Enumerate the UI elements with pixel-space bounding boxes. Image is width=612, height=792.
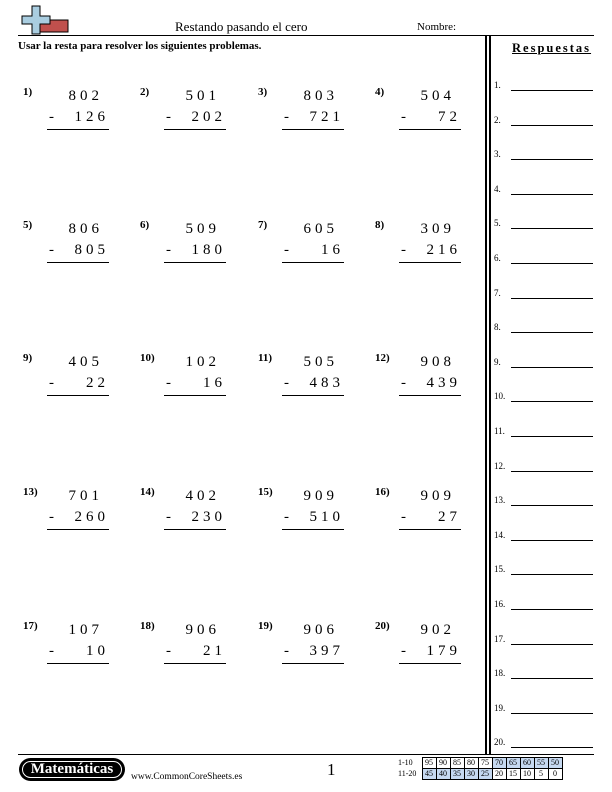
minus-sign: - — [284, 643, 293, 659]
minus-sign: - — [49, 509, 58, 525]
problem-item — [375, 86, 475, 136]
minus-sign: - — [401, 109, 410, 125]
problem-number: 18) — [140, 620, 155, 632]
minuend: 505 — [303, 354, 338, 370]
answer-blank[interactable] — [511, 436, 593, 437]
answer-column-divider — [489, 36, 491, 754]
answer-row — [494, 80, 594, 92]
answer-blank[interactable] — [511, 401, 593, 402]
score-cell: 30 — [464, 769, 478, 780]
answer-rule — [282, 262, 344, 263]
subtrahend: 216 — [426, 242, 461, 258]
answer-rule — [399, 395, 461, 396]
answer-row — [494, 322, 594, 334]
minus-sign: - — [401, 242, 410, 258]
header-divider — [18, 35, 594, 36]
minuend: 909 — [303, 488, 338, 504]
score-range-label: 1-10 — [398, 758, 413, 767]
subtrahend: 16 — [203, 375, 226, 391]
score-table — [398, 757, 563, 780]
score-cell: 65 — [506, 758, 520, 769]
score-cell: 10 — [520, 769, 534, 780]
answer-number: 11. — [494, 426, 505, 436]
score-cell: 35 — [450, 769, 464, 780]
name-label: Nombre: — [417, 21, 457, 33]
worksheet-title: Restando pasando el cero — [175, 19, 308, 34]
problem-number: 20) — [375, 620, 390, 632]
minus-sign: - — [284, 509, 293, 525]
answer-blank[interactable] — [511, 332, 593, 333]
problem-item — [23, 486, 123, 536]
subtrahend: 805 — [74, 242, 109, 258]
minuend: 803 — [303, 88, 338, 104]
answer-blank[interactable] — [511, 263, 593, 264]
answer-blank[interactable] — [511, 540, 593, 541]
score-cell: 25 — [478, 769, 492, 780]
score-cell: 90 — [436, 758, 450, 769]
minuend: 806 — [68, 221, 103, 237]
minuend: 906 — [303, 622, 338, 638]
minuend: 701 — [68, 488, 103, 504]
problem-number: 19) — [258, 620, 273, 632]
problem-item — [375, 219, 475, 269]
answer-row — [494, 218, 594, 230]
answer-column-divider — [485, 36, 487, 754]
minuend: 405 — [68, 354, 103, 370]
score-cell: 45 — [422, 769, 436, 780]
problem-number: 13) — [23, 486, 38, 498]
problem-number: 7) — [258, 219, 268, 231]
minus-sign: - — [166, 509, 175, 525]
answer-number: 8. — [494, 322, 501, 333]
subtrahend: 439 — [426, 375, 461, 391]
problem-item — [258, 352, 358, 402]
problem-item — [23, 620, 123, 670]
problem-item — [23, 219, 123, 269]
problem-item — [140, 486, 240, 536]
subtrahend: 230 — [191, 509, 226, 525]
minus-sign: - — [166, 242, 175, 258]
minus-sign: - — [166, 109, 175, 125]
problem-number: 4) — [375, 86, 385, 98]
answer-blank[interactable] — [511, 367, 593, 368]
problem-number: 16) — [375, 486, 390, 498]
site-url: www.CommonCoreSheets.es — [131, 772, 243, 782]
problem-item — [375, 486, 475, 536]
subtrahend: 510 — [309, 509, 344, 525]
score-row — [398, 769, 562, 780]
problem-item — [258, 486, 358, 536]
minuend: 605 — [303, 221, 338, 237]
problem-number: 9) — [23, 352, 33, 364]
subtrahend: 21 — [203, 643, 226, 659]
answer-number: 19. — [494, 702, 506, 713]
answer-number: 12. — [494, 460, 506, 471]
problem-number: 8) — [375, 219, 385, 231]
problem-number: 5) — [23, 219, 33, 231]
minus-sign: - — [284, 242, 293, 258]
answer-number: 7. — [494, 287, 501, 298]
answer-blank[interactable] — [511, 678, 593, 679]
answer-number: 15. — [494, 564, 506, 575]
problem-number: 14) — [140, 486, 155, 498]
minus-sign: - — [49, 643, 58, 659]
answer-row — [494, 288, 594, 300]
score-cell: 50 — [548, 758, 562, 769]
answer-rule — [399, 129, 461, 130]
brand-label: Matemáticas — [30, 761, 114, 777]
answer-row — [494, 668, 594, 680]
answer-row — [494, 461, 594, 473]
score-cell: 55 — [534, 758, 548, 769]
problem-number: 11) — [258, 352, 273, 364]
answer-number: 3. — [494, 149, 501, 160]
answer-blank[interactable] — [511, 505, 593, 506]
answers-title: Respuestas — [512, 41, 592, 55]
problem-item — [23, 86, 123, 136]
answer-number: 6. — [494, 253, 501, 263]
minuend: 501 — [185, 88, 220, 104]
answer-blank[interactable] — [511, 90, 593, 91]
minus-sign: - — [49, 109, 58, 125]
problem-item — [140, 352, 240, 402]
problem-number: 2) — [140, 86, 150, 98]
score-cell: 70 — [492, 758, 506, 769]
problem-item — [140, 219, 240, 269]
answer-number: 20. — [494, 737, 506, 748]
answer-blank[interactable] — [511, 574, 593, 575]
minuend: 908 — [420, 354, 455, 370]
subtrahend: 260 — [74, 509, 109, 525]
answer-row — [494, 634, 594, 646]
score-cell: 5 — [534, 769, 548, 780]
score-cell: 75 — [478, 758, 492, 769]
problem-item — [258, 620, 358, 670]
answer-blank[interactable] — [511, 298, 593, 299]
plus-minus-logo-icon — [18, 4, 70, 38]
answer-rule — [47, 529, 109, 530]
answer-rule — [164, 529, 226, 530]
minuend: 107 — [68, 622, 103, 638]
minus-sign: - — [49, 375, 58, 391]
minuend: 906 — [185, 622, 220, 638]
answer-rule — [282, 395, 344, 396]
minuend: 802 — [68, 88, 103, 104]
subtrahend: 721 — [309, 109, 344, 125]
minus-sign: - — [166, 643, 175, 659]
score-range-label: 11-20 — [398, 769, 417, 778]
answer-number: 5. — [494, 218, 501, 229]
minuend: 902 — [420, 622, 455, 638]
minus-sign: - — [284, 375, 293, 391]
answer-blank[interactable] — [511, 747, 593, 748]
answer-row — [494, 391, 594, 403]
answer-number: 10. — [494, 391, 506, 402]
answer-row — [494, 703, 594, 715]
answer-rule — [164, 262, 226, 263]
score-cell: 85 — [450, 758, 464, 769]
brand-badge-border — [22, 761, 122, 778]
subtrahend: 180 — [191, 242, 226, 258]
subtrahend: 483 — [309, 375, 344, 391]
answer-rule — [47, 663, 109, 664]
minus-sign: - — [166, 375, 175, 391]
answer-number: 16. — [494, 599, 506, 609]
minus-sign: - — [401, 643, 410, 659]
score-cell: 20 — [492, 769, 506, 780]
answer-blank[interactable] — [511, 713, 593, 714]
minuend: 909 — [420, 488, 455, 504]
problem-number: 15) — [258, 486, 273, 498]
problem-item — [258, 219, 358, 269]
answer-blank[interactable] — [511, 644, 593, 645]
instructions: Usar la resta para resolver los siguientes problemas. — [18, 40, 262, 52]
problem-item — [375, 352, 475, 402]
subtrahend: 27 — [438, 509, 461, 525]
subtrahend: 22 — [86, 375, 109, 391]
answer-number: 18. — [494, 668, 506, 679]
answer-row — [494, 564, 594, 576]
answer-rule — [282, 663, 344, 664]
answer-row — [494, 184, 594, 196]
minuend: 504 — [420, 88, 455, 104]
answer-row — [494, 149, 594, 161]
answer-row — [494, 495, 594, 507]
problem-number: 10) — [140, 352, 155, 364]
score-cell: 80 — [464, 758, 478, 769]
answer-rule — [47, 395, 109, 396]
answer-rule — [47, 262, 109, 263]
footer-divider — [18, 754, 594, 755]
minus-sign: - — [284, 109, 293, 125]
page-number: 1 — [327, 760, 336, 779]
minuend: 402 — [185, 488, 220, 504]
answer-rule — [399, 663, 461, 664]
minus-sign: - — [401, 375, 410, 391]
subtrahend: 16 — [321, 242, 344, 258]
answer-blank[interactable] — [511, 194, 593, 195]
answer-number: 17. — [494, 633, 506, 644]
problem-number: 6) — [140, 219, 150, 231]
answer-row — [494, 115, 594, 127]
problem-number: 12) — [375, 352, 390, 364]
answer-rule — [164, 395, 226, 396]
answer-rule — [164, 129, 226, 130]
problem-item — [140, 620, 240, 670]
answer-rule — [282, 529, 344, 530]
minuend: 102 — [185, 354, 220, 370]
subtrahend: 179 — [426, 643, 461, 659]
subtrahend: 10 — [86, 643, 109, 659]
problem-number: 17) — [23, 620, 38, 632]
subtrahend: 72 — [438, 109, 461, 125]
answer-number: 1. — [494, 80, 501, 90]
subtrahend: 202 — [191, 109, 226, 125]
answer-number: 14. — [494, 529, 506, 540]
answer-row — [494, 357, 594, 369]
answer-row — [494, 426, 594, 438]
score-cell: 15 — [506, 769, 520, 780]
answer-rule — [282, 129, 344, 130]
problem-number: 3) — [258, 86, 268, 98]
score-cell: 60 — [520, 758, 534, 769]
minus-sign: - — [401, 509, 410, 525]
answer-rule — [399, 262, 461, 263]
answer-number: 9. — [494, 356, 501, 367]
minuend: 509 — [185, 221, 220, 237]
answer-number: 13. — [494, 495, 506, 506]
score-cell: 95 — [422, 758, 436, 769]
problem-item — [140, 86, 240, 136]
answer-blank[interactable] — [511, 125, 593, 126]
answer-blank[interactable] — [511, 159, 593, 160]
answer-row — [494, 253, 594, 265]
score-cell: 0 — [548, 769, 562, 780]
problem-item — [258, 86, 358, 136]
answer-blank[interactable] — [511, 228, 593, 229]
subtrahend: 126 — [74, 109, 109, 125]
score-row — [398, 758, 562, 769]
problem-number: 1) — [23, 86, 33, 98]
subtrahend: 397 — [309, 643, 344, 659]
answer-row — [494, 530, 594, 542]
answer-number: 2. — [494, 114, 501, 125]
answer-rule — [164, 663, 226, 664]
brand-badge — [19, 758, 125, 781]
answer-blank[interactable] — [511, 471, 593, 472]
minus-sign: - — [49, 242, 58, 258]
answer-rule — [399, 529, 461, 530]
problem-item — [375, 620, 475, 670]
answer-row — [494, 737, 594, 749]
answer-rule — [47, 129, 109, 130]
answer-blank[interactable] — [511, 609, 593, 610]
answer-row — [494, 599, 594, 611]
score-cell: 40 — [436, 769, 450, 780]
answer-number: 4. — [494, 183, 501, 194]
minuend: 309 — [420, 221, 455, 237]
problem-item — [23, 352, 123, 402]
